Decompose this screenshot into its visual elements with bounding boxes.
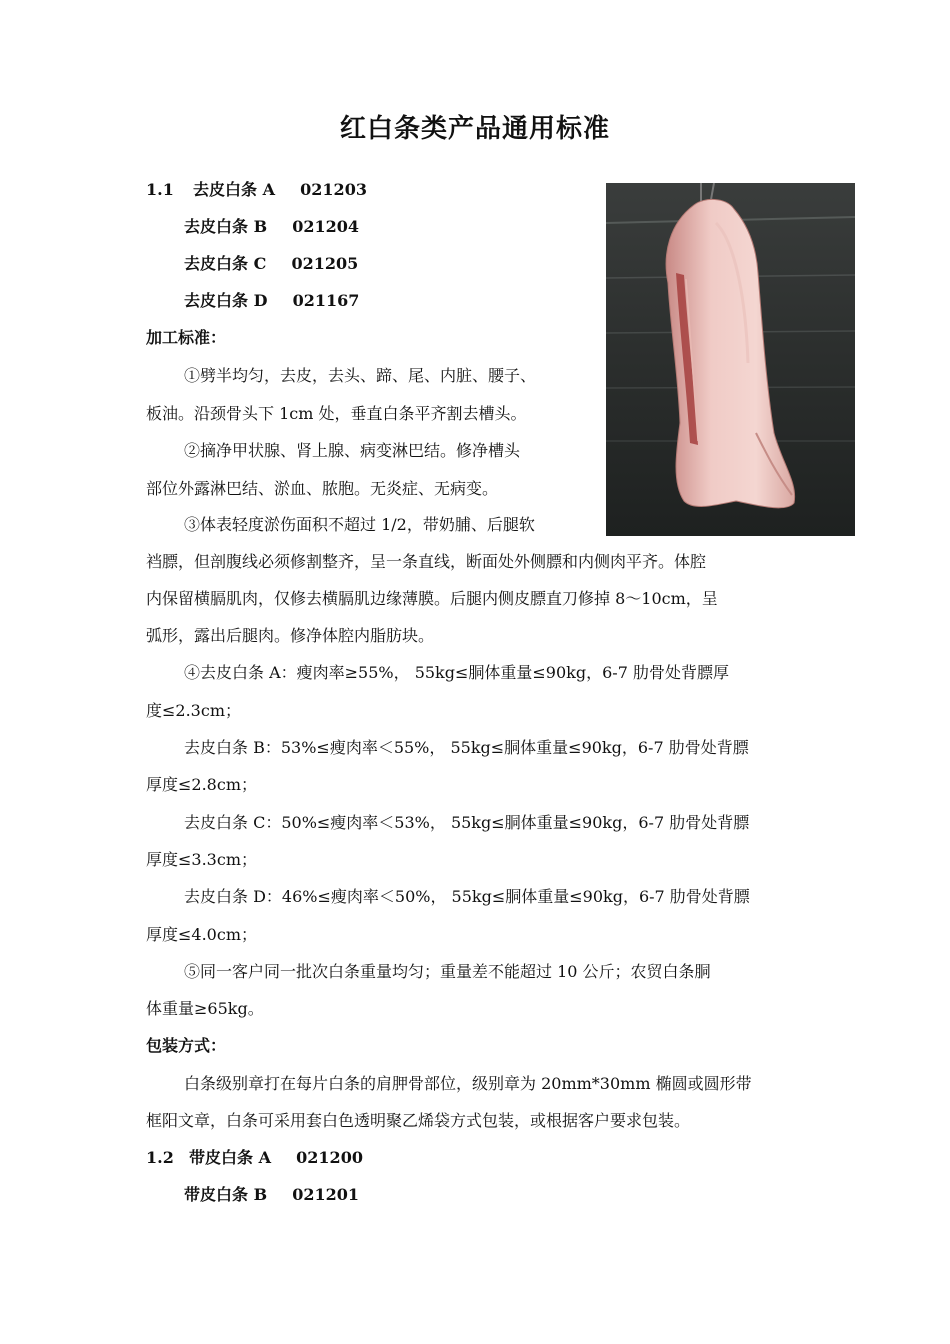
paragraph-line: 板油。沿颈骨头下 1cm 处，垂直白条平齐割去槽头。 [146, 404, 527, 423]
product-row [184, 1185, 359, 1205]
paragraph-line: ①劈半均匀，去皮，去头、蹄、尾、内脏、腰子、 [184, 366, 537, 385]
paragraph-line: 度≤2.3cm； [146, 701, 241, 720]
paragraph-line: 厚度≤4.0cm； [146, 925, 257, 944]
product-code: 021205 [291, 254, 359, 273]
product-row [184, 217, 359, 237]
product-row [146, 1148, 363, 1168]
product-name: 去皮白条 D [184, 291, 268, 310]
paragraph-line: 裆膘，但剖腹线必须修割整齐，呈一条直线，断面处外侧膘和内侧肉平齐。体腔 [146, 552, 707, 571]
paragraph-line: 部位外露淋巴结、淤血、脓胞。无炎症、无病变。 [146, 479, 499, 498]
paragraph-line: ③体表轻度淤伤面积不超过 1/2，带奶脯、后腿软 [184, 515, 535, 534]
product-code: 021204 [292, 217, 360, 236]
paragraph-line: 白条级别章打在每片白条的肩胛骨部位，级别章为 20mm*30mm 椭圆或圆形带 [184, 1074, 752, 1093]
paragraph-line: ⑤同一客户同一批次白条重量均匀；重量差不能超过 10 公斤；农贸白条胴 [184, 962, 711, 981]
paragraph-line: 框阳文章，白条可采用套白色透明聚乙烯袋方式包装，或根据客户要求包装。 [146, 1111, 691, 1130]
document-title: 红白条类产品通用标准 [339, 114, 610, 144]
paragraph-line: 去皮白条 C：50%≤瘦肉率＜53%， 55kg≤胴体重量≤90kg，6-7 肋骨处背膘 [184, 813, 750, 832]
paragraph-line: 去皮白条 D：46%≤瘦肉率＜50%， 55kg≤胴体重量≤90kg，6-7 肋骨处背膘 [184, 887, 750, 906]
paragraph-line: ④去皮白条 A：瘦肉率≥55%， 55kg≤胴体重量≤90kg，6-7 肋骨处背膘厚 [184, 663, 729, 682]
packaging-heading: 包装方式： [146, 1036, 227, 1055]
product-row [184, 254, 358, 274]
paragraph-line: 内保留横膈肌肉，仅修去横膈肌边缘薄膜。后腿内侧皮膘直刀修掉 8～10cm，呈 [146, 589, 718, 608]
product-name: 带皮白条 A [189, 1148, 271, 1167]
product-name: 带皮白条 B [184, 1185, 268, 1204]
carcass-photo [606, 183, 855, 536]
product-code: 021200 [296, 1148, 363, 1167]
paragraph-line: 去皮白条 B：53%≤瘦肉率＜55%， 55kg≤胴体重量≤90kg，6-7 肋骨处背膘 [184, 738, 749, 757]
paragraph-line: 体重量≥65kg。 [146, 999, 264, 1018]
product-name: 去皮白条 A [193, 180, 275, 199]
product-row [146, 180, 367, 200]
processing-heading: 加工标准： [146, 328, 227, 347]
product-code: 021201 [292, 1185, 360, 1204]
product-row [184, 291, 359, 311]
product-code: 021167 [292, 291, 360, 310]
product-name: 去皮白条 B [184, 217, 268, 236]
section-number: 1.2 [146, 1148, 174, 1167]
paragraph-line: ②摘净甲状腺、肾上腺、病变淋巴结。修净槽头 [184, 441, 521, 460]
product-code: 021203 [300, 180, 367, 199]
paragraph-line: 弧形，露出后腿肉。修净体腔内脂肪块。 [146, 626, 435, 645]
paragraph-line: 厚度≤3.3cm； [146, 850, 257, 869]
paragraph-line: 厚度≤2.8cm； [146, 775, 257, 794]
product-name: 去皮白条 C [184, 254, 267, 273]
section-number: 1.1 [146, 180, 174, 199]
